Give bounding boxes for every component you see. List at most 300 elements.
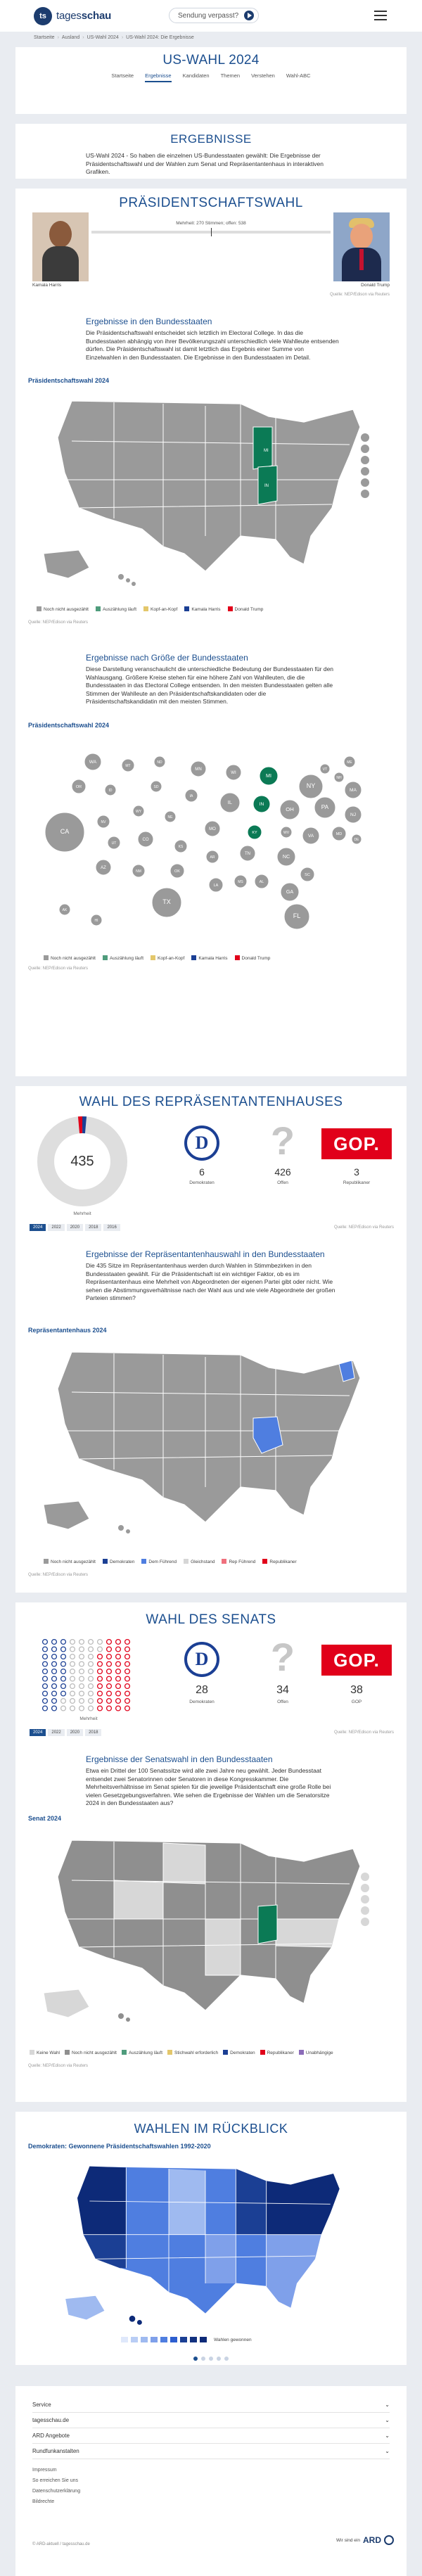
house-total-label: Mehrheit (73, 1211, 91, 1216)
senate-title: WAHL DES SENATS (146, 1612, 276, 1627)
year-button[interactable]: 2022 (48, 1224, 64, 1231)
state-bubble-label: HI (94, 919, 98, 923)
senate-seat (79, 1647, 84, 1652)
size-text: Diese Darstellung veranschaulicht die unterschiedliche Bedeutung der Bundesstaaten für den Wahlausgang. Größere Kreise stehen für eine höhere Zahl von Wahlleuten, die die Bundesstaaten in das Electoral College entsenden. In den meisten Bundesstaaten gelten alle Stimmen der Wahlleute an den Präsidentschaftskandidaten oder die Präsidentschaftskandidatin mit den meisten Stimmen. (86, 665, 334, 705)
senate-seat (107, 1669, 112, 1674)
house-title: WAHL DES REPRÄSENTANTENHAUSES (79, 1095, 343, 1109)
gop-logo-icon: GOP. (321, 1128, 392, 1159)
senate-seat (107, 1640, 112, 1645)
missed-broadcast-label: Sendung verpasst? (178, 11, 239, 20)
year-button[interactable]: 2020 (67, 1224, 83, 1231)
tab-ergebnisse[interactable]: Ergebnisse (145, 72, 172, 82)
state-bubble-label: TN (244, 852, 251, 856)
state-bubble-label: CA (60, 828, 70, 835)
senate-seat (61, 1684, 66, 1689)
state-bubble-label: AK (62, 908, 68, 912)
chevron-down-icon: ⌄ (385, 2417, 390, 2423)
senate-legend (30, 2050, 333, 2055)
senate-open-value: 34 (276, 1684, 289, 1696)
senate-states-heading: Ergebnisse der Senatswahl in den Bundesstaaten (86, 1754, 273, 1764)
year-button[interactable]: 2020 (67, 1729, 83, 1736)
question-icon: ? (270, 1118, 295, 1163)
senate-seat (79, 1684, 84, 1689)
senate-seat (79, 1706, 84, 1711)
house-open-value: 426 (274, 1166, 291, 1178)
state-bubble-label: KS (178, 845, 184, 849)
state-bubble-label: NJ (350, 812, 357, 817)
legend-item: Noch nicht ausgezählt (44, 955, 96, 961)
legend-item: Demokraten (223, 2050, 255, 2055)
senate-seat (61, 1640, 66, 1645)
senate-seat-grid (39, 1636, 138, 1714)
senate-dem-label: Demokraten (189, 1700, 215, 1704)
house-open-label: Offen (277, 1180, 288, 1185)
results-intro-text: US-Wahl 2024 - So haben die einzelnen US-Bundesstaaten gewählt: Die Ergebnisse der Präsidentschaftswahl und der Wahlen zum Senat und Repräsentantenhaus in interaktiven Grafiken. (86, 152, 324, 175)
senate-seat (52, 1706, 57, 1711)
menu-icon[interactable] (374, 11, 387, 23)
logo-bold: schau (81, 10, 112, 22)
senate-seat (79, 1699, 84, 1704)
legend-item: Republikaner (262, 1559, 296, 1564)
year-button[interactable]: 2016 (103, 1224, 120, 1231)
senate-seat (116, 1647, 121, 1652)
breadcrumb-item[interactable]: US-Wahl 2024 (87, 35, 119, 40)
state-bubble-label: GA (286, 889, 294, 895)
senate-seat (116, 1684, 121, 1689)
state-bubble-label: MD (335, 832, 343, 836)
state-bubble-label: NY (306, 782, 316, 789)
senate-seat (70, 1640, 75, 1645)
state-bubble-label: WY (135, 810, 142, 814)
state-bubble-label: VT (322, 767, 328, 772)
senate-seat (52, 1699, 57, 1704)
source: Quelle: NEP/Edison via Reuters (329, 293, 390, 297)
legend-item: Kamala Harris (191, 955, 227, 961)
state-bubble-label: CO (142, 838, 149, 842)
senate-seat (98, 1669, 103, 1674)
state-bubble-label: NM (136, 869, 141, 874)
senate-majority-label: Mehrheit (79, 1716, 98, 1721)
senate-seat (107, 1647, 112, 1652)
breadcrumb-item[interactable]: Ausland (61, 35, 80, 40)
senate-seat (61, 1654, 66, 1659)
state-bubble-label: IL (227, 799, 233, 805)
legend-item: Keine Wahl (30, 2050, 60, 2055)
senate-seat (43, 1640, 48, 1645)
carousel-dot[interactable] (193, 2357, 198, 2361)
senate-seat (107, 1662, 112, 1666)
year-button[interactable]: 2018 (85, 1729, 101, 1736)
senate-seat (107, 1699, 112, 1704)
senate-seat (125, 1662, 130, 1666)
carousel-dot[interactable] (201, 2357, 205, 2361)
trump-name: Donald Trump (361, 283, 390, 288)
house-year-buttons (30, 1224, 120, 1231)
ard-text: ARD (363, 2535, 381, 2545)
site-header (0, 0, 422, 32)
senate-seat (70, 1647, 75, 1652)
size-heading: Ergebnisse nach Größe der Bundesstaaten (86, 653, 248, 663)
legend-item: Auszählung läuft (96, 606, 136, 612)
legend-item: Auszählung läuft (103, 955, 143, 961)
year-button[interactable]: 2018 (85, 1224, 101, 1231)
legend-item: Noch nicht ausgezählt (37, 606, 89, 612)
state-bubble-label: MN (195, 767, 202, 772)
senate-states-section (86, 1754, 339, 1808)
state-bubble-label: WI (231, 771, 236, 775)
senate-seat (70, 1662, 75, 1666)
tab-themen[interactable]: Themen (220, 72, 241, 79)
legend-item: Republikaner (260, 2050, 294, 2055)
senate-dem-value: 28 (196, 1684, 208, 1696)
states-text: Die Präsidentschaftswahl entscheidet sich letztlich im Electoral College. In das die Bundesstaaten abhängig von ihrer Bevölkerungszahl unterschiedlich viele Wahlleute entsenden dürfen. Die Präsidentschaftswahl ist damit letztlich das Ergebnis einer Summe von Einzelwahlen in den Bundesstaaten. Die Ergebnisse in den Bundesstaaten im Detail. (86, 329, 339, 361)
harris-name: Kamala Harris (32, 283, 62, 288)
senate-seat (116, 1654, 121, 1659)
size-section (86, 653, 339, 706)
state-bubble-label: LA (213, 884, 219, 888)
senate-map-label: Senat 2024 (28, 1815, 62, 1822)
senate-seat (116, 1676, 121, 1681)
senate-seat (107, 1684, 112, 1689)
page-title: US-WAHL 2024 (162, 53, 260, 68)
results-title: ERGEBNISSE (170, 132, 252, 146)
senate-seat (70, 1676, 75, 1681)
senate-seat (52, 1676, 57, 1681)
chevron-down-icon: ⌄ (385, 2448, 390, 2454)
state-bubble-label: FL (293, 912, 301, 919)
senate-seat (98, 1662, 103, 1666)
tagesschau-logo[interactable] (34, 7, 111, 25)
legend-item: Unabhängige (299, 2050, 333, 2055)
senate-seat (61, 1647, 66, 1652)
house-rep-value: 3 (354, 1166, 359, 1178)
majority-note: Mehrheit: 270 Stimmen; offen: 538 (176, 221, 246, 226)
house-legend (44, 1559, 297, 1564)
chevron-down-icon: ⌄ (385, 2432, 390, 2439)
senate-seat (125, 1706, 130, 1711)
legend-item: Gleichstand (184, 1559, 215, 1564)
tab-startseite[interactable]: Startseite (111, 72, 134, 79)
state-bubble-label: DE (354, 838, 359, 842)
bubble-map[interactable] (30, 734, 395, 945)
senate-seat (43, 1669, 48, 1674)
state-bubble-label: VA (307, 834, 314, 839)
senate-seat (52, 1662, 57, 1666)
state-bubble-label: MO (209, 827, 216, 831)
state-bubble-label: AR (210, 855, 215, 860)
tab-verstehen[interactable]: Verstehen (251, 72, 275, 79)
state-bubble-label: OK (174, 869, 180, 874)
senate-seat (61, 1669, 66, 1674)
year-button[interactable]: 2024 (30, 1729, 46, 1736)
year-button[interactable]: 2024 (30, 1224, 46, 1231)
senate-seat (89, 1706, 94, 1711)
senate-year-buttons (30, 1729, 101, 1736)
senate-seat (79, 1640, 84, 1645)
state-bubble-label: UT (111, 841, 117, 846)
section-tabs (15, 72, 407, 82)
state-bubble-label: NH (336, 776, 342, 780)
gop-logo-icon: GOP. (321, 1645, 392, 1676)
us-states-shape (58, 401, 360, 571)
electoral-bar (91, 231, 331, 234)
senate-seat (89, 1640, 94, 1645)
legend-item: Donald Trump (228, 606, 264, 612)
senate-seat (125, 1640, 130, 1645)
legend-item: Kamala Harris (184, 606, 220, 612)
house-dem-label: Demokraten (189, 1180, 215, 1185)
map-label: Präsidentschaftswahl 2024 (28, 377, 110, 384)
senate-seat (61, 1691, 66, 1696)
state-bubble-label: MI (266, 773, 271, 779)
state-bubble-label: NV (101, 820, 106, 824)
senate-seat (70, 1669, 75, 1674)
senate-seat (98, 1684, 103, 1689)
carousel-dot[interactable] (224, 2357, 229, 2361)
senate-seat (79, 1676, 84, 1681)
logo-badge: ts (34, 7, 52, 25)
logo-text (56, 10, 111, 22)
state-bubble-label: PA (321, 804, 329, 810)
state-bubble-label: MT (125, 764, 131, 768)
senate-seat (52, 1691, 57, 1696)
tab-wahl-abc[interactable]: Wahl-ABC (286, 72, 311, 79)
senate-seat (98, 1640, 103, 1645)
senate-seat (116, 1662, 121, 1666)
senate-seat (79, 1691, 84, 1696)
state-bubble-label: NC (282, 854, 290, 860)
state-bubble-label: KY (252, 831, 257, 835)
senate-seat (125, 1647, 130, 1652)
senate-seat (61, 1662, 66, 1666)
senate-seat (89, 1684, 94, 1689)
senate-open-label: Offen (277, 1700, 288, 1704)
senate-seat (52, 1669, 57, 1674)
senate-seat (107, 1676, 112, 1681)
breadcrumb-item[interactable]: Startseite (34, 35, 55, 40)
senate-source: Quelle: NEP/Edison via Reuters (333, 1730, 394, 1735)
senate-seat (89, 1691, 94, 1696)
house-total: 435 (70, 1154, 94, 1169)
state-bubble-label: WV (283, 831, 290, 835)
state-bubble-label: SC (305, 873, 310, 877)
senate-seat (98, 1691, 103, 1696)
senate-seat (89, 1662, 94, 1666)
senate-seat (107, 1706, 112, 1711)
senate-seat (43, 1676, 48, 1681)
footer-link[interactable]: Datenschutzerklärung (32, 2489, 81, 2494)
house-rep-label: Republikaner (343, 1180, 371, 1185)
review-card (15, 2112, 407, 2365)
senate-seat (125, 1691, 130, 1696)
legend-item: Dem Führend (141, 1559, 177, 1564)
senate-rep-label: GOP (351, 1700, 362, 1704)
title-card (15, 47, 407, 114)
legend-item: Kopf-an-Kopf (151, 955, 184, 961)
president-map[interactable] (30, 388, 381, 599)
legend-item: Demokraten (103, 1559, 134, 1564)
footer-row-tagesschau[interactable]: tagesschau.de ⌄ (32, 2413, 390, 2428)
senate-seat (70, 1654, 75, 1659)
ard-logo[interactable] (336, 2535, 394, 2545)
senate-seat (89, 1647, 94, 1652)
state-bubble-label: IA (189, 794, 193, 798)
state-bubble-label: MA (350, 788, 357, 793)
senate-seat (43, 1699, 48, 1704)
state-bubble-label: SD (153, 785, 159, 789)
senate-seat (61, 1706, 66, 1711)
senate-seat (70, 1706, 75, 1711)
carousel-dot[interactable] (209, 2357, 213, 2361)
copyright: © ARD-aktuell / tagesschau.de (32, 2542, 90, 2546)
senate-seat (70, 1691, 75, 1696)
legend-item: Rep Führend (222, 1559, 255, 1564)
state-bubble-label: AZ (101, 866, 106, 870)
senate-seat (125, 1676, 130, 1681)
senate-seat (98, 1676, 103, 1681)
state-bubble-label: ME (347, 760, 352, 765)
legend-item: Kopf-an-Kopf (143, 606, 177, 612)
missed-broadcast-button[interactable] (169, 8, 259, 23)
state-bubble-label: MS (238, 880, 243, 884)
senate-seat (70, 1699, 75, 1704)
house-source: Quelle: NEP/Edison via Reuters (333, 1225, 394, 1230)
state-bubble-label: TX (162, 898, 171, 905)
senate-card (15, 1602, 407, 2102)
house-card (15, 1086, 407, 1593)
senate-seat (52, 1640, 57, 1645)
review-map[interactable] (44, 2155, 367, 2338)
footer (15, 2386, 407, 2576)
map-source: Quelle: NEP/Edison via Reuters (28, 620, 89, 625)
senate-seat (52, 1654, 57, 1659)
bubble-label: Präsidentschaftswahl 2024 (28, 722, 110, 729)
senate-seat (43, 1662, 48, 1666)
senate-seat (52, 1647, 57, 1652)
senate-seat (89, 1654, 94, 1659)
senate-rep-value: 38 (350, 1684, 363, 1696)
review-legend-label: Wahlen gewonnen (214, 2337, 252, 2342)
senate-seat (107, 1654, 112, 1659)
state-bubble-label: OR (75, 785, 82, 789)
footer-link[interactable]: Bildrechte (32, 2499, 55, 2504)
dem-logo-icon: D (184, 1642, 219, 1677)
senate-seat (125, 1699, 130, 1704)
carousel-dots (15, 2357, 407, 2361)
state-bubble-label: NE (167, 815, 173, 820)
house-map-source: Quelle: NEP/Edison via Reuters (28, 1573, 89, 1577)
house-states-heading: Ergebnisse der Repräsentantenhauswahl in den Bundesstaaten (86, 1249, 325, 1259)
senate-seat (79, 1669, 84, 1674)
senate-states-text: Etwa ein Drittel der 100 Senatssitze wird alle zwei Jahre neu gewählt. Jeder Bundesstaat entsendet zwei Senatorinnen oder Senatoren in diese Kongresskammer. Die Mehrheitsverhältnisse im Senat spielen für die jeweilige Präsidentschaft eine große Rolle bei vielen Gesetzgebungsverfahren. Wie sehen die Ergebnisse der Wahlen um die Senatorsitze 2024 in den Bundesstaaten aus? (86, 1767, 331, 1806)
senate-seat (43, 1647, 48, 1652)
senate-seat (61, 1676, 66, 1681)
carousel-dot[interactable] (217, 2357, 221, 2361)
senate-seat (43, 1654, 48, 1659)
senate-seat (43, 1691, 48, 1696)
president-title: PRÄSIDENTSCHAFTSWAHL (119, 196, 303, 210)
senate-seat (116, 1669, 121, 1674)
indiana-senate[interactable] (258, 1905, 277, 1944)
house-states-text: Die 435 Sitze im Repräsentantenhaus werden durch Wahlen in Stimmbezirken in den Bundesstaaten gewählt. Für die Präsidentschaft ist ein wichtiger Faktor, ob es im Repräsentantenhaus eine Mehrheit von Abgeordneten der eigenen Partei gibt oder nicht. Wie sehen die Abstimmungsverhältnisse nach der Wahl aus und wie viele Abgeordnete der großen Parteien stimmen? (86, 1262, 335, 1301)
senate-seat (43, 1684, 48, 1689)
senate-seat (98, 1647, 103, 1652)
state-bubble-label: OH (286, 806, 294, 812)
senate-seat (98, 1706, 103, 1711)
legend-item: Noch nicht ausgezählt (44, 1559, 96, 1564)
senate-seat (89, 1699, 94, 1704)
tab-kandidaten[interactable]: Kandidaten (182, 72, 210, 79)
legend-item: Auszählung läuft (122, 2050, 162, 2055)
senate-seat (107, 1691, 112, 1696)
senate-seat (116, 1706, 121, 1711)
president-card (15, 189, 407, 1076)
review-legend (121, 2337, 252, 2342)
review-map-label: Demokraten: Gewonnene Präsidentschaftswahlen 1992-2020 (28, 2143, 211, 2150)
senate-seat (116, 1640, 121, 1645)
michigan-state[interactable] (253, 427, 272, 469)
svg-text:IN: IN (264, 484, 269, 488)
house-map[interactable] (30, 1339, 381, 1550)
senate-seat (43, 1706, 48, 1711)
state-bubble-label: AL (259, 880, 264, 884)
house-dem-value: 6 (199, 1166, 205, 1178)
footer-row-rundfunk[interactable]: Rundfunkanstalten ⌄ (32, 2444, 390, 2459)
breadcrumb-item: US-Wahl 2024: Die Ergebnisse (126, 35, 194, 40)
senate-seat (70, 1684, 75, 1689)
play-icon (244, 11, 254, 20)
house-map-label: Repräsentantenhaus 2024 (28, 1327, 107, 1334)
states-section (86, 317, 339, 362)
chevron-down-icon: ⌄ (385, 2402, 390, 2408)
footer-links (32, 2465, 390, 2507)
review-title: WAHLEN IM RÜCKBLICK (134, 2122, 288, 2136)
question-icon: ? (270, 1635, 295, 1679)
senate-map-source: Quelle: NEP/Edison via Reuters (28, 2064, 89, 2068)
legend-item: Donald Trump (235, 955, 271, 961)
results-intro (15, 124, 407, 179)
state-bubble-label: ND (157, 760, 162, 765)
senate-seat (52, 1684, 57, 1689)
bubble-source: Quelle: NEP/Edison via Reuters (28, 967, 89, 971)
senate-seat (98, 1699, 103, 1704)
states-heading: Ergebnisse in den Bundesstaaten (86, 317, 212, 326)
senate-seat (125, 1684, 130, 1689)
senate-seat (125, 1654, 130, 1659)
president-legend (37, 606, 263, 612)
footer-row-service[interactable]: Service ⌄ (32, 2397, 390, 2413)
footer-link[interactable]: So erreichen Sie uns (32, 2478, 78, 2483)
logo-prefix: tages (56, 10, 82, 22)
senate-seat (79, 1654, 84, 1659)
footer-link[interactable]: Impressum (32, 2468, 57, 2473)
senate-seat (98, 1654, 103, 1659)
senate-seat (125, 1669, 130, 1674)
senate-seat (116, 1699, 121, 1704)
year-button[interactable]: 2022 (48, 1729, 64, 1736)
senate-seat (61, 1699, 66, 1704)
state-bubble-label: ID (108, 789, 113, 793)
senate-map[interactable] (30, 1828, 381, 2039)
legend-item: Noch nicht ausgezählt (65, 2050, 117, 2055)
ard-label: Wir sind ein (336, 2537, 360, 2543)
svg-text:MI: MI (264, 449, 269, 453)
alaska-state[interactable] (44, 550, 89, 578)
footer-row-ard[interactable]: ARD Angebote ⌄ (32, 2428, 390, 2444)
ard-one-icon (384, 2535, 394, 2545)
dem-logo-icon: D (184, 1126, 219, 1161)
house-states-section (86, 1249, 339, 1303)
